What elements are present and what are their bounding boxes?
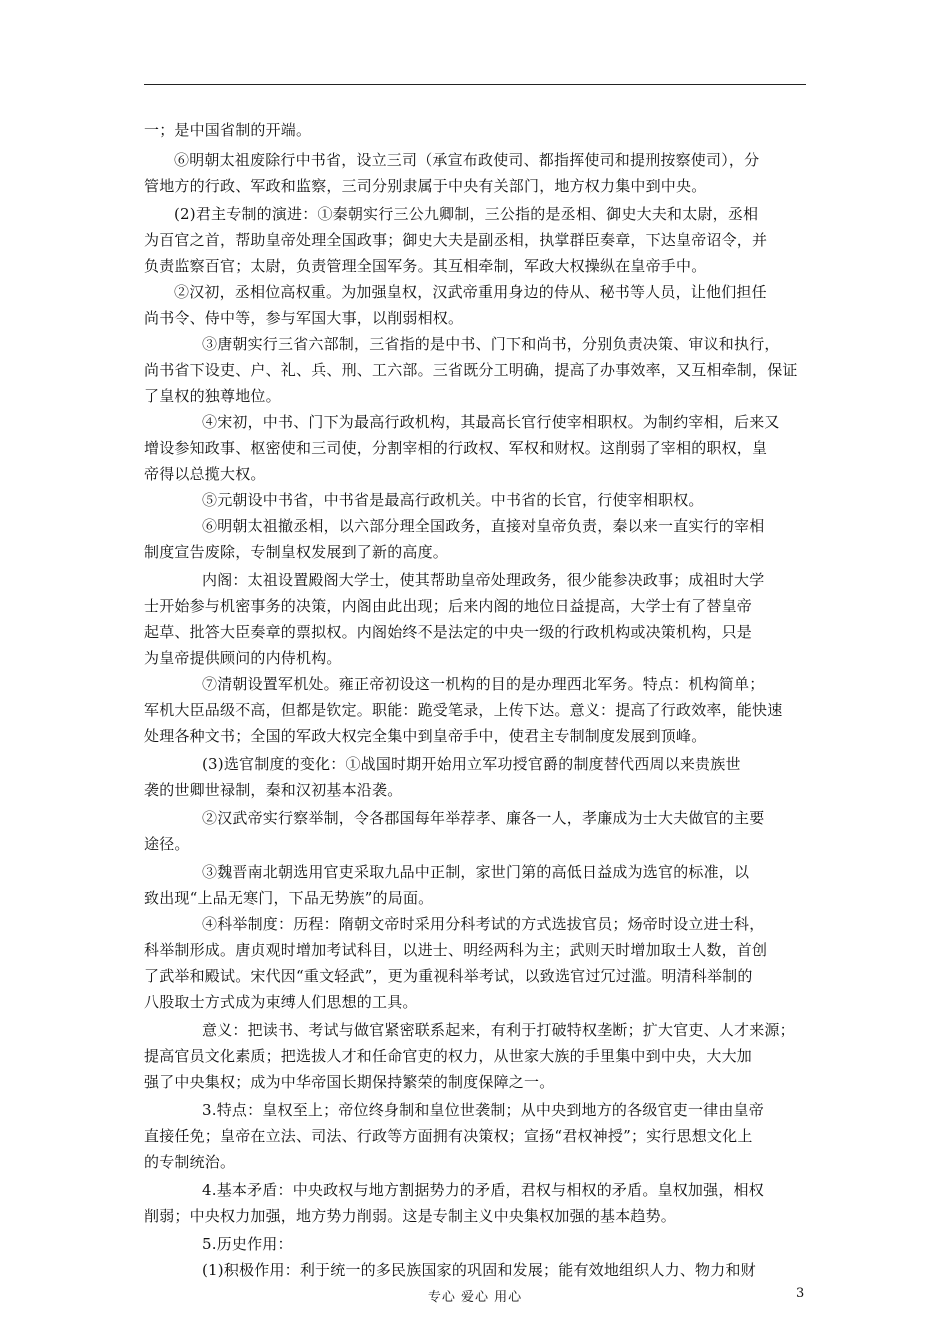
text-line: ②汉武帝实行察举制，令各郡国每年举荐孝、廉各一人，孝廉成为士大夫做官的主要 <box>202 809 765 827</box>
text-line: 科举制形成。唐贞观时增加考试科目，以进士、明经两科为主；武则天时增加取士人数，首创 <box>144 941 768 959</box>
text-line: ③魏晋南北朝选用官吏采取九品中正制，家世门第的高低日益成为选官的标准，以 <box>202 863 750 881</box>
text-line: 意义：把读书、考试与做官紧密联系起来，有利于打破特权垄断；扩大官吏、人才来源； <box>202 1021 795 1039</box>
text-line: ③唐朝实行三省六部制，三省指的是中书、门下和尚书，分别负责决策、审议和执行， <box>202 335 780 353</box>
text-line: 制度宣告废除，专制皇权发展到了新的高度。 <box>144 543 449 561</box>
text-line: 帝得以总揽大权。 <box>144 465 266 483</box>
text-line: 了皇权的独尊地位。 <box>144 387 281 405</box>
page-number: 3 <box>796 1286 805 1301</box>
text-line: 途径。 <box>144 835 190 853</box>
text-line: ④宋初，中书、门下为最高行政机构，其最高长官行使宰相职权。为制约宰相，后来又 <box>202 413 780 431</box>
text-line: ⑥明朝太祖撤丞相，以六部分理全国政务，直接对皇帝负责，秦以来一直实行的宰相 <box>202 517 765 535</box>
text-line: 管地方的行政、军政和监察，三司分别隶属于中央有关部门，地方权力集中到中央。 <box>144 177 707 195</box>
text-line: ⑥明朝太祖废除行中书省，设立三司（承宣布政使司、都指挥使司和提刑按察使司），分 <box>174 151 760 169</box>
text-line: 八股取士方式成为束缚人们思想的工具。 <box>144 993 418 1011</box>
text-line: 5.历史作用： <box>202 1235 293 1253</box>
text-line: ②汉初，丞相位高权重。为加强皇权，汉武帝重用身边的侍从、秘书等人员，让他们担任 <box>174 283 767 301</box>
text-line: 尚书令、侍中等，参与军国大事，以削弱相权。 <box>144 309 464 327</box>
text-line: 为百官之首，帮助皇帝处理全国政事；御史大夫是副丞相，执掌群臣奏章，下达皇帝诏令，并 <box>144 231 768 249</box>
footer-motto: 专心 爱心 用心 <box>427 1290 523 1305</box>
text-line: 的专制统治。 <box>144 1153 236 1171</box>
text-line: 一；是中国省制的开端。 <box>144 121 312 139</box>
text-line: 削弱；中央权力加强，地方势力削弱。这是专制主义中央集权加强的基本趋势。 <box>144 1207 677 1225</box>
text-line: 尚书省下设吏、户、礼、兵、刑、工六部。三省既分工明确，提高了办事效率，又互相牵制，保证 <box>144 361 798 379</box>
text-line: 为皇帝提供顾问的内侍机构。 <box>144 649 342 667</box>
text-line: 4.基本矛盾：中央政权与地方割据势力的矛盾，君权与相权的矛盾。皇权加强，相权 <box>202 1181 764 1199</box>
text-line: 致出现“上品无寒门，下品无势族”的局面。 <box>144 889 434 907</box>
text-line: 处理各种文书；全国的军政大权完全集中到皇帝手中，使君主专制制度发展到顶峰。 <box>144 727 707 745</box>
text-line: 军机大臣品级不高，但都是钦定。职能：跪受笔录，上传下达。意义：提高了行政效率，能快速 <box>144 701 783 719</box>
text-line: 直接任免；皇帝在立法、司法、行政等方面拥有决策权；宣扬“君权神授”；实行思想文化上 <box>144 1127 753 1145</box>
text-line: 袭的世卿世禄制，秦和汉初基本沿袭。 <box>144 781 403 799</box>
text-line: 起草、批答大臣奏章的票拟权。内阁始终不是法定的中央一级的行政机构或决策机构，只是 <box>144 623 753 641</box>
text-line: 增设参知政事、枢密使和三司使，分割宰相的行政权、军权和财权。这削弱了宰相的职权，皇 <box>144 439 768 457</box>
header-rule <box>144 84 806 85</box>
text-line: 负责监察百官；太尉，负责管理全国军务。其互相牵制，军政大权操纵在皇帝手中。 <box>144 257 707 275</box>
text-line: (3)选官制度的变化：①战国时期开始用立军功授官爵的制度替代西周以来贵族世 <box>202 755 741 773</box>
text-line: ⑦清朝设置军机处。雍正帝初设这一机构的目的是办理西北军务。特点：机构简单； <box>202 675 765 693</box>
text-line: (1)积极作用：利于统一的多民族国家的巩固和发展；能有效地组织人力、物力和财 <box>202 1261 756 1279</box>
text-line: 了武举和殿试。宋代因“重文轻武”，更为重视科举考试，以致选官过冗过滥。明清科举制的 <box>144 967 753 985</box>
text-line: (2)君主专制的演进：①秦朝实行三公九卿制，三公指的是丞相、御史大夫和太尉，丞相 <box>174 205 759 223</box>
text-line: 强了中央集权；成为中华帝国长期保持繁荣的制度保障之一。 <box>144 1073 555 1091</box>
text-line: 内阁：太祖设置殿阁大学士，使其帮助皇帝处理政务，很少能参决政事；成祖时大学 <box>202 571 765 589</box>
text-line: 士开始参与机密事务的决策，内阁由此出现；后来内阁的地位日益提高，大学士有了替皇帝 <box>144 597 753 615</box>
text-line: ④科举制度：历程：隋朝文帝时采用分科考试的方式选拔官员；炀帝时设立进士科， <box>202 915 765 933</box>
text-line: 3.特点：皇权至上；帝位终身制和皇位世袭制；从中央到地方的各级官吏一律由皇帝 <box>202 1101 764 1119</box>
text-line: ⑤元朝设中书省，中书省是最高行政机关。中书省的长官，行使宰相职权。 <box>202 491 704 509</box>
text-line: 提高官员文化素质；把选拔人才和任命官吏的权力，从世家大族的手里集中到中央，大大加 <box>144 1047 753 1065</box>
